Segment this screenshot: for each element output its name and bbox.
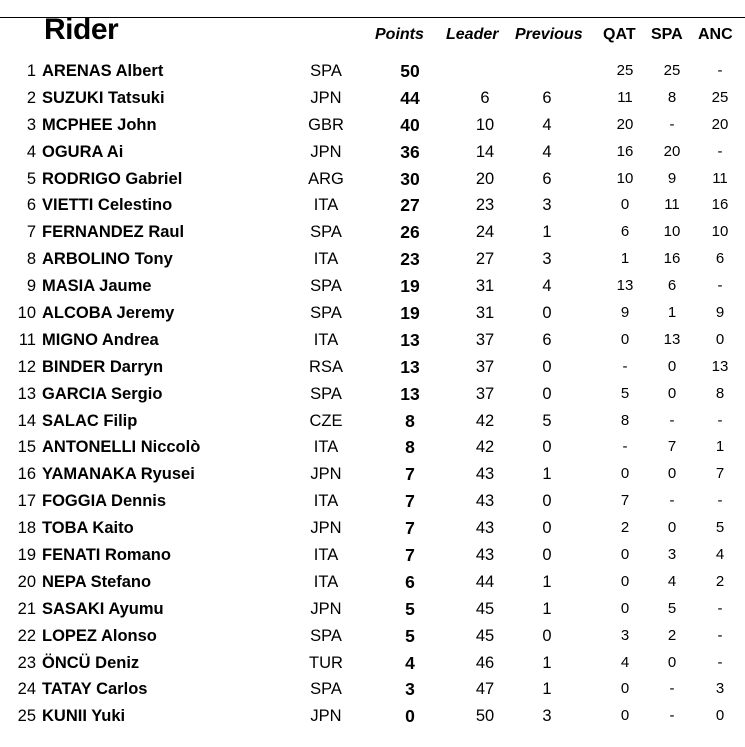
points-cell: 7: [405, 464, 415, 485]
leader-gap-cell: 31: [475, 277, 495, 296]
position-cell: 1: [26, 62, 36, 80]
points-cell: 27: [400, 195, 420, 216]
qat-points-cell: 0: [620, 572, 630, 590]
position-cell: 17: [17, 492, 36, 511]
table-row: [0, 462, 745, 489]
spa-points-cell: -: [669, 680, 675, 698]
anc-points-cell: 10: [711, 223, 729, 241]
table-row: [0, 651, 745, 678]
points-cell: 40: [400, 114, 420, 135]
qat-points-cell: -: [622, 357, 628, 375]
spa-points-cell: 11: [664, 196, 680, 214]
table-row: [0, 193, 745, 220]
qat-points-cell: 9: [620, 304, 630, 322]
points-cell: 36: [400, 141, 420, 162]
anc-points-cell: -: [717, 653, 723, 671]
rider-name-cell: ARENAS Albert: [42, 62, 164, 80]
rider-name-cell: RODRIGO Gabriel: [42, 169, 183, 188]
previous-gap-cell: 0: [542, 519, 552, 538]
leader-gap-cell: 37: [475, 330, 495, 349]
position-cell: 8: [26, 250, 36, 269]
nationality-cell: JPN: [310, 707, 342, 726]
qat-points-cell: 7: [620, 492, 630, 510]
table-row: [0, 301, 745, 328]
leader-gap-cell: 44: [475, 572, 495, 591]
qat-points-cell: 0: [620, 599, 630, 617]
spa-points-cell: 20: [663, 142, 681, 160]
nationality-cell: SPA: [310, 626, 342, 645]
table-header: [0, 0, 745, 48]
nationality-cell: SPA: [310, 62, 342, 80]
table-row: [0, 677, 745, 704]
table-row: [0, 624, 745, 651]
table-row: [0, 704, 745, 731]
rider-name-cell: MIGNO Andrea: [42, 330, 159, 349]
previous-gap-cell: 0: [542, 438, 552, 457]
previous-gap-cell: 3: [542, 250, 552, 269]
anc-points-cell: -: [717, 626, 723, 644]
points-column-header: Points: [375, 26, 424, 43]
position-cell: 20: [17, 572, 36, 591]
previous-gap-cell: 1: [542, 680, 552, 699]
rider-name-cell: FENATI Romano: [42, 546, 171, 565]
rider-name-cell: YAMANAKA Ryusei: [42, 465, 195, 484]
qat-points-cell: 10: [616, 169, 634, 187]
leader-gap-cell: 50: [475, 707, 495, 726]
nationality-cell: JPN: [310, 465, 342, 484]
qat-points-cell: 3: [620, 626, 630, 644]
table-row: [0, 113, 745, 140]
nationality-cell: SPA: [310, 304, 342, 323]
rider-name-cell: OGURA Ai: [42, 142, 124, 161]
rider-name-cell: GARCIA Sergio: [42, 384, 163, 403]
position-cell: 5: [26, 169, 36, 188]
nationality-cell: ITA: [313, 330, 339, 349]
nationality-cell: SPA: [310, 277, 342, 296]
anc-points-cell: 4: [715, 546, 725, 564]
rider-name-cell: ANTONELLI Niccolò: [42, 438, 201, 457]
rider-name-cell: SUZUKI Tatsuki: [42, 88, 165, 107]
anc-points-cell: 20: [711, 115, 729, 133]
rider-name-cell: TOBA Kaito: [42, 519, 134, 538]
table-row: [0, 247, 745, 274]
previous-gap-cell: 0: [542, 357, 552, 376]
position-cell: 10: [17, 304, 36, 323]
leader-gap-cell: 42: [475, 438, 495, 457]
points-cell: 13: [400, 329, 420, 350]
leader-gap-cell: 6: [480, 88, 490, 107]
qat-points-cell: 8: [620, 411, 630, 429]
anc-points-cell: -: [717, 492, 723, 510]
anc-points-cell: 6: [715, 250, 725, 268]
leader-gap-cell: 37: [475, 384, 495, 403]
anc-points-cell: 3: [715, 680, 725, 698]
leader-gap-cell: 43: [475, 546, 495, 565]
position-cell: 21: [17, 599, 36, 618]
spa-points-cell: 0: [667, 519, 677, 537]
previous-gap-cell: 0: [542, 304, 552, 323]
position-cell: 19: [17, 546, 36, 565]
table-row: [0, 597, 745, 624]
qat-points-cell: 1: [620, 250, 630, 268]
points-cell: 8: [405, 410, 415, 431]
spa-column-header: SPA: [651, 26, 683, 43]
previous-gap-cell: 1: [542, 465, 552, 484]
table-row: [0, 328, 745, 355]
table-row: [0, 86, 745, 113]
spa-points-cell: 4: [667, 572, 677, 590]
position-cell: 13: [17, 384, 36, 403]
spa-points-cell: 1: [667, 304, 677, 322]
anc-points-cell: 7: [715, 465, 725, 483]
points-cell: 7: [405, 545, 415, 566]
position-cell: 12: [17, 357, 36, 376]
nationality-cell: ITA: [313, 438, 339, 457]
spa-points-cell: 8: [667, 88, 677, 106]
spa-points-cell: 0: [667, 653, 677, 671]
nationality-cell: ITA: [313, 572, 339, 591]
previous-gap-cell: 5: [542, 411, 552, 430]
nationality-cell: TUR: [309, 653, 343, 672]
rider-name-cell: SASAKI Ayumu: [42, 599, 164, 618]
rider-name-cell: LOPEZ Alonso: [42, 626, 157, 645]
points-cell: 5: [405, 598, 415, 619]
points-cell: 30: [400, 168, 420, 189]
table-row: [0, 382, 745, 409]
spa-points-cell: 7: [667, 438, 677, 456]
anc-points-cell: 8: [715, 384, 725, 402]
anc-column-header: ANC: [698, 26, 733, 43]
table-row: [0, 570, 745, 597]
position-cell: 14: [17, 411, 36, 430]
spa-points-cell: 16: [663, 250, 681, 268]
position-cell: 9: [26, 277, 36, 296]
spa-points-cell: 0: [667, 357, 677, 375]
previous-gap-cell: 0: [542, 384, 552, 403]
points-cell: 6: [405, 571, 415, 592]
nationality-cell: GBR: [308, 115, 344, 134]
leader-gap-cell: 46: [475, 653, 495, 672]
spa-points-cell: 10: [663, 223, 681, 241]
leader-gap-cell: 45: [475, 626, 495, 645]
qat-points-cell: 20: [616, 115, 634, 133]
points-cell: 5: [405, 625, 415, 646]
rider-name-cell: BINDER Darryn: [42, 357, 164, 376]
previous-column-header: Previous: [515, 26, 583, 43]
leader-gap-cell: 24: [475, 223, 495, 242]
rider-name-cell: ALCOBA Jeremy: [42, 304, 175, 323]
leader-gap-cell: 43: [475, 465, 495, 484]
points-cell: 7: [405, 491, 415, 512]
previous-gap-cell: 4: [542, 277, 552, 296]
nationality-cell: ITA: [313, 196, 339, 215]
rider-name-cell: FERNANDEZ Raul: [42, 223, 185, 242]
spa-points-cell: 0: [667, 384, 677, 402]
anc-points-cell: 25: [711, 88, 729, 106]
anc-points-cell: -: [717, 277, 723, 295]
nationality-cell: ITA: [313, 546, 339, 565]
anc-points-cell: 16: [711, 196, 729, 214]
nationality-cell: JPN: [310, 599, 342, 618]
rider-name-cell: MCPHEE John: [42, 115, 157, 134]
anc-points-cell: 0: [715, 707, 725, 725]
qat-points-cell: 0: [620, 330, 630, 348]
table-row: [0, 167, 745, 194]
position-cell: 16: [17, 465, 36, 484]
table-row: [0, 435, 745, 462]
position-cell: 25: [17, 707, 36, 726]
position-cell: 24: [17, 680, 36, 699]
leader-gap-cell: 31: [475, 304, 495, 323]
previous-gap-cell: 6: [542, 88, 552, 107]
qat-points-cell: 0: [620, 707, 630, 725]
rider-name-cell: NEPA Stefano: [42, 572, 152, 591]
anc-points-cell: 11: [712, 169, 728, 187]
previous-gap-cell: 0: [542, 546, 552, 565]
table-row: [0, 355, 745, 382]
qat-points-cell: 0: [620, 680, 630, 698]
nationality-cell: ITA: [313, 492, 339, 511]
standings-table: [0, 59, 745, 731]
anc-points-cell: -: [717, 62, 723, 79]
previous-gap-cell: 1: [542, 653, 552, 672]
nationality-cell: JPN: [310, 519, 342, 538]
spa-points-cell: 6: [667, 277, 677, 295]
position-cell: 23: [17, 653, 36, 672]
rider-name-cell: TATAY Carlos: [42, 680, 148, 699]
anc-points-cell: 13: [711, 357, 729, 375]
table-row: [0, 140, 745, 167]
position-cell: 7: [26, 223, 36, 242]
table-row: [0, 543, 745, 570]
nationality-cell: SPA: [310, 223, 342, 242]
points-cell: 4: [405, 652, 415, 673]
rider-name-cell: SALAC Filip: [42, 411, 138, 430]
nationality-cell: JPN: [310, 88, 342, 107]
table-row: [0, 516, 745, 543]
nationality-cell: SPA: [310, 384, 342, 403]
nationality-cell: ARG: [308, 169, 344, 188]
rider-name-cell: ARBOLINO Tony: [42, 250, 173, 269]
points-cell: 0: [405, 706, 415, 727]
qat-points-cell: 13: [616, 277, 634, 295]
position-cell: 18: [17, 519, 36, 538]
rider-name-cell: FOGGIA Dennis: [42, 492, 167, 511]
table-row: [0, 409, 745, 436]
leader-gap-cell: 14: [475, 142, 495, 161]
qat-points-cell: -: [622, 438, 628, 456]
previous-gap-cell: 1: [542, 599, 552, 618]
rider-name-cell: VIETTI Celestino: [42, 196, 173, 215]
leader-gap-cell: 27: [475, 250, 495, 269]
spa-points-cell: 5: [667, 599, 677, 617]
qat-points-cell: 25: [616, 62, 634, 79]
points-cell: 19: [400, 303, 420, 324]
nationality-cell: SPA: [310, 680, 342, 699]
points-cell: 50: [400, 61, 420, 81]
previous-gap-cell: 0: [542, 626, 552, 645]
qat-points-cell: 6: [620, 223, 630, 241]
spa-points-cell: 3: [667, 546, 677, 564]
spa-points-cell: 25: [663, 62, 681, 79]
leader-column-header: Leader: [446, 26, 499, 43]
leader-gap-cell: 45: [475, 599, 495, 618]
points-cell: 7: [405, 518, 415, 539]
previous-gap-cell: 1: [542, 572, 552, 591]
nationality-cell: CZE: [309, 411, 343, 430]
qat-points-cell: 2: [620, 519, 630, 537]
position-cell: 15: [17, 438, 36, 457]
position-cell: 3: [26, 115, 36, 134]
previous-gap-cell: 4: [542, 115, 552, 134]
points-cell: 13: [400, 383, 420, 404]
previous-gap-cell: 3: [542, 707, 552, 726]
leader-gap-cell: 37: [475, 357, 495, 376]
rider-column-header: Rider: [44, 13, 119, 46]
anc-points-cell: -: [717, 599, 723, 617]
position-cell: 22: [17, 626, 36, 645]
leader-gap-cell: 43: [475, 519, 495, 538]
qat-points-cell: 0: [620, 465, 630, 483]
anc-points-cell: 2: [715, 572, 725, 590]
points-cell: 13: [400, 356, 420, 377]
rider-name-cell: MASIA Jaume: [42, 277, 152, 296]
previous-gap-cell: 1: [542, 223, 552, 242]
table-row: [0, 274, 745, 301]
leader-gap-cell: 23: [475, 196, 495, 215]
points-cell: 23: [400, 249, 420, 270]
qat-points-cell: 16: [616, 142, 634, 160]
previous-gap-cell: 6: [542, 330, 552, 349]
position-cell: 2: [26, 88, 36, 107]
anc-points-cell: 9: [715, 304, 725, 322]
spa-points-cell: -: [669, 115, 675, 133]
table-row: [0, 220, 745, 247]
qat-points-cell: 0: [620, 546, 630, 564]
nationality-cell: JPN: [310, 142, 342, 161]
qat-points-cell: 0: [620, 196, 630, 214]
nationality-cell: RSA: [309, 357, 343, 376]
table-row: [0, 489, 745, 516]
points-cell: 8: [405, 437, 415, 458]
anc-points-cell: -: [717, 142, 723, 160]
spa-points-cell: 13: [663, 330, 681, 348]
anc-points-cell: 1: [715, 438, 725, 456]
anc-points-cell: -: [717, 411, 723, 429]
leader-gap-cell: 43: [475, 492, 495, 511]
qat-points-cell: 5: [620, 384, 630, 402]
position-cell: 11: [18, 330, 36, 349]
nationality-cell: ITA: [313, 250, 339, 269]
leader-gap-cell: 42: [475, 411, 495, 430]
previous-gap-cell: 6: [542, 169, 552, 188]
position-cell: 4: [26, 142, 36, 161]
leader-gap-cell: 47: [475, 680, 495, 699]
previous-gap-cell: 4: [542, 142, 552, 161]
spa-points-cell: 2: [667, 626, 677, 644]
spa-points-cell: 0: [667, 465, 677, 483]
qat-points-cell: 11: [617, 88, 633, 106]
qat-points-cell: 4: [620, 653, 630, 671]
rider-name-cell: KUNII Yuki: [42, 707, 126, 726]
spa-points-cell: -: [669, 492, 675, 510]
qat-column-header: QAT: [603, 26, 636, 43]
anc-points-cell: 5: [715, 519, 725, 537]
previous-gap-cell: 3: [542, 196, 552, 215]
points-cell: 19: [400, 276, 420, 297]
points-cell: 3: [405, 679, 415, 700]
leader-gap-cell: 10: [475, 115, 495, 134]
position-cell: 6: [26, 196, 36, 215]
rider-name-cell: ÖNCÜ Deniz: [42, 653, 140, 672]
points-cell: 44: [400, 87, 420, 108]
spa-points-cell: 9: [667, 169, 677, 187]
table-row: [0, 59, 745, 86]
previous-gap-cell: 0: [542, 492, 552, 511]
leader-gap-cell: 20: [475, 169, 495, 188]
spa-points-cell: -: [669, 707, 675, 725]
anc-points-cell: 0: [715, 330, 725, 348]
spa-points-cell: -: [669, 411, 675, 429]
points-cell: 26: [400, 222, 420, 243]
